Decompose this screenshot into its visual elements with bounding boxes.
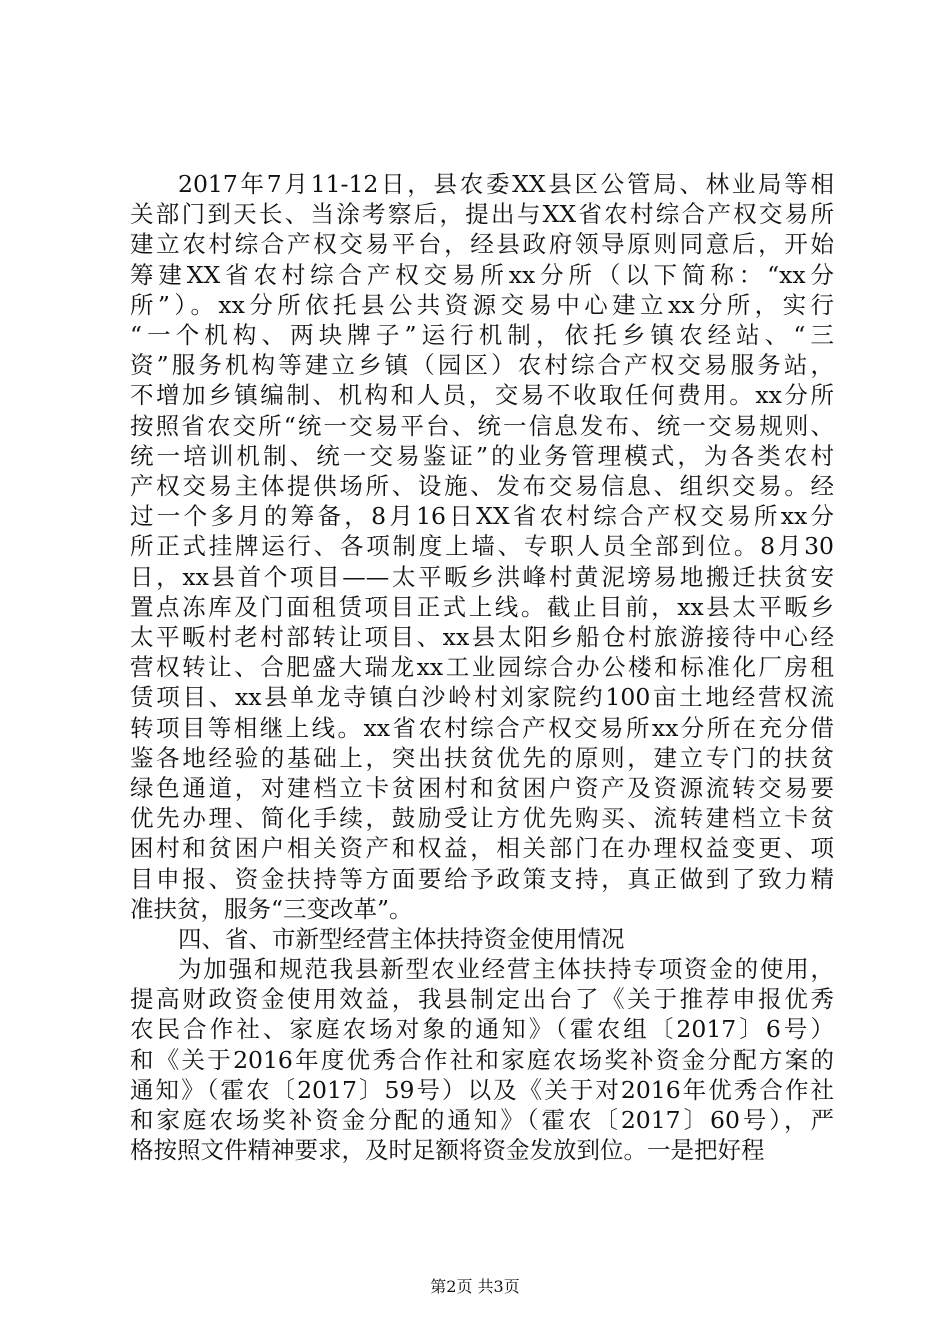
text-line: 农民合作社、家庭农场对象的通知》（霍农组〔2017〕6号） bbox=[130, 1015, 834, 1044]
text-line: 按照省农交所“统一交易平台、统一信息发布、统一交易规则、 bbox=[130, 411, 834, 440]
text-line: 日，xx县首个项目——太平畈乡洪峰村黄泥塝易地搬迁扶贫安 bbox=[130, 562, 834, 591]
text-line: 准扶贫，服务“三变改革”。 bbox=[130, 894, 413, 923]
text-line: 过一个多月的筹备，8月16日XX省农村综合产权交易所xx分 bbox=[130, 502, 834, 531]
text-line: 通知》（霍农〔2017〕59号）以及《关于对2016年优秀合作社 bbox=[130, 1075, 834, 1104]
text-line: “一个机构、两块牌子”运行机制，依托乡镇农经站、“三 bbox=[130, 321, 834, 349]
text-line: 资”服务机构等建立乡镇（园区）农村综合产权交易服务站， bbox=[130, 351, 834, 380]
text-line: 绿色通道，对建档立卡贫困村和贫困户资产及资源流转交易要 bbox=[130, 774, 834, 802]
text-line: 优先办理、简化手续，鼓励受让方优先购买、流转建档立卡贫 bbox=[130, 804, 834, 833]
text-line: 产权交易主体提供场所、设施、发布交易信息、组织交易。经 bbox=[130, 472, 834, 500]
text-line: 建立农村综合产权交易平台，经县政府领导原则同意后，开始 bbox=[130, 230, 834, 259]
text-line: 赁项目、xx县单龙寺镇白沙岭村刘家院约100亩土地经营权流 bbox=[130, 683, 834, 712]
text-line: 所”）。xx分所依托县公共资源交易中心建立xx分所，实行 bbox=[130, 290, 834, 319]
text-line: 太平畈村老村部转让项目、xx县太阳乡船仓村旅游接待中心经 bbox=[130, 623, 834, 651]
text-line: 提高财政资金使用效益，我县制定出台了《关于推荐申报优秀 bbox=[130, 985, 834, 1014]
text-line: 所正式挂牌运行、各项制度上墙、专职人员全部到位。8月30 bbox=[130, 532, 834, 561]
section-heading: 四、省、市新型经营主体扶持资金使用情况 bbox=[178, 925, 625, 953]
text-line: 置点冻库及门面租赁项目正式上线。截止目前，xx县太平畈乡 bbox=[130, 592, 834, 621]
text-line: 和《关于2016年度优秀合作社和家庭农场奖补资金分配方案的 bbox=[130, 1045, 834, 1074]
text-line: 鉴各地经验的基础上，突出扶贫优先的原则，建立专门的扶贫 bbox=[130, 743, 834, 772]
text-line: 统一培训机制、统一交易鉴证”的业务管理模式，为各类农村 bbox=[130, 441, 834, 470]
text-line: 格按照文件精神要求，及时足额将资金发放到位。一是把好程 bbox=[130, 1136, 765, 1165]
text-line: 和家庭农场奖补资金分配的通知》（霍农〔2017〕60号），严 bbox=[130, 1106, 834, 1134]
text-line: 目申报、资金扶持等方面要给予政策支持，真正做到了致力精 bbox=[130, 864, 834, 893]
text-line: 关部门到天长、当涂考察后，提出与XX省农村综合产权交易所 bbox=[130, 200, 834, 229]
text-line: 2017年7月11-12日，县农委XX县区公管局、林业局等相 bbox=[178, 170, 834, 198]
text-line: 筹建XX省农村综合产权交易所xx分所（以下简称：“xx分 bbox=[130, 260, 834, 289]
text-line: 不增加乡镇编制、机构和人员，交易不收取任何费用。xx分所 bbox=[130, 381, 834, 410]
text-line: 营权转让、合肥盛大瑞龙xx工业园综合办公楼和标准化厂房租 bbox=[130, 653, 834, 682]
page-footer: 第2页 共3页 bbox=[430, 1277, 520, 1296]
text-line: 困村和贫困户相关资产和权益，相关部门在办理权益变更、项 bbox=[130, 834, 834, 863]
text-line: 为加强和规范我县新型农业经营主体扶持专项资金的使用， bbox=[178, 955, 834, 983]
text-line: 转项目等相继上线。xx省农村综合产权交易所xx分所在充分借 bbox=[130, 713, 834, 742]
